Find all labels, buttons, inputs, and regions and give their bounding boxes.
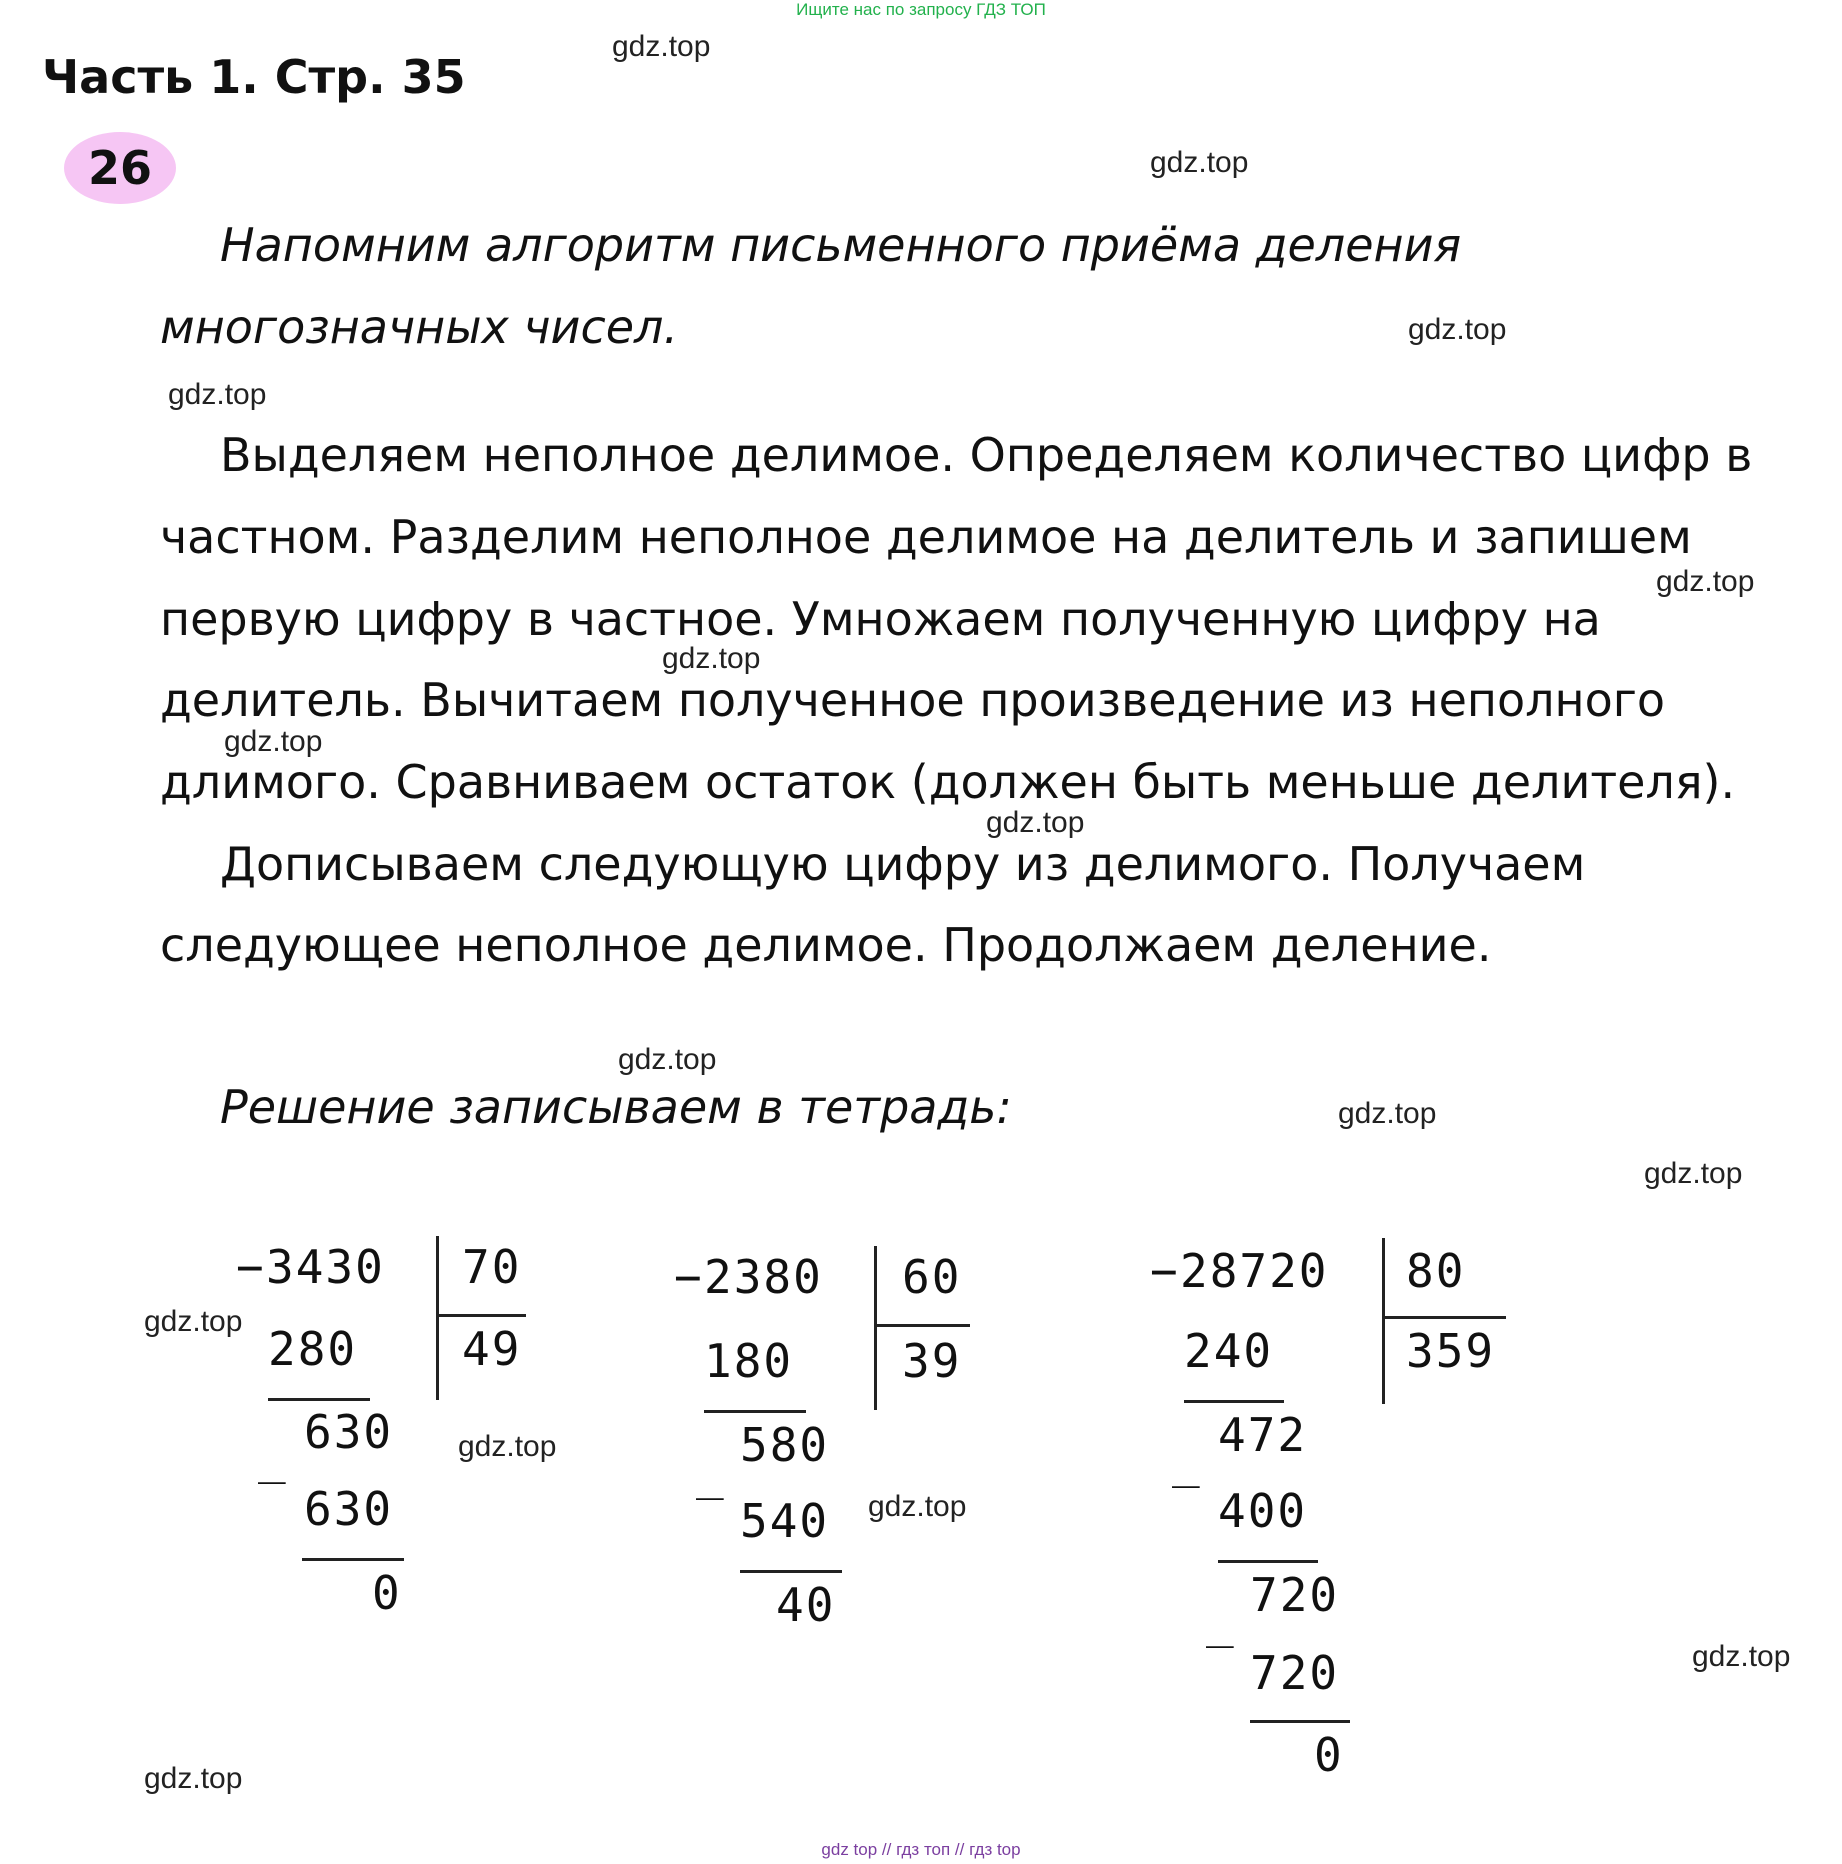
step-remainder: 630 (304, 1405, 394, 1459)
algorithm-line-1: Выделяем неполное делимое. Определяем количество цифр в (220, 428, 1753, 482)
algorithm-line-7: следующее неполное делимое. Продолжаем деление. (160, 918, 1492, 972)
intro-line-2: многозначных чисел. (160, 300, 679, 354)
step-product: 280 (268, 1322, 358, 1376)
page-heading: Часть 1. Стр. 35 (42, 50, 466, 104)
watermark: gdz.top (612, 30, 711, 63)
algorithm-line-5: длимого. Сравниваем остаток (должен быть меньше делителя). (160, 755, 1736, 809)
task-number-badge: 26 (64, 132, 176, 204)
minus-sign: − (674, 1250, 704, 1304)
watermark: gdz.top (458, 1430, 557, 1463)
minus-sign: _ (1172, 1434, 1202, 1488)
algorithm-line-3: первую цифру в частное. Умножаем полученную цифру на (160, 592, 1601, 646)
step-underline (1218, 1560, 1318, 1563)
division-bracket-vertical (1382, 1238, 1385, 1404)
step-remainder: 472 (1218, 1408, 1308, 1462)
step-underline (302, 1558, 404, 1561)
division-bracket-horizontal (436, 1314, 526, 1317)
step-underline (1250, 1720, 1350, 1723)
dividend: 2380 (704, 1250, 823, 1304)
watermark: gdz.top (144, 1762, 243, 1795)
minus-sign: _ (1206, 1594, 1236, 1648)
step-product: 180 (704, 1334, 794, 1388)
watermark: gdz.top (1692, 1640, 1791, 1673)
step-underline (740, 1570, 842, 1573)
division-bracket-vertical (436, 1236, 439, 1400)
algorithm-line-4: делитель. Вычитаем полученное произведение из неполного (160, 673, 1666, 727)
algorithm-line-2: частном. Разделим неполное делимое на делитель и запишем (160, 510, 1692, 564)
watermark: gdz.top (1656, 565, 1755, 598)
step-remainder: 720 (1250, 1568, 1340, 1622)
step-product: 720 (1250, 1646, 1340, 1700)
watermark: gdz.top (662, 642, 761, 675)
intro-line-1: Напомним алгоритм письменного приёма деления (220, 218, 1462, 272)
division-bracket-horizontal (1382, 1316, 1506, 1319)
final-remainder: 0 (372, 1566, 402, 1620)
watermark: gdz.top (1644, 1157, 1743, 1190)
quotient: 39 (902, 1334, 962, 1388)
algorithm-line-6: Дописываем следующую цифру из делимого. Получаем (220, 837, 1586, 891)
final-remainder: 0 (1314, 1728, 1344, 1782)
step-underline (1184, 1400, 1284, 1403)
quotient: 49 (462, 1322, 522, 1376)
step-product: 540 (740, 1494, 830, 1548)
watermark: gdz.top (144, 1305, 243, 1338)
minus-sign: _ (696, 1446, 726, 1500)
minus-sign: _ (258, 1430, 288, 1484)
quotient: 359 (1406, 1324, 1496, 1378)
step-product: 630 (304, 1482, 394, 1536)
watermark: gdz.top (1150, 146, 1249, 179)
watermark: gdz.top (618, 1043, 717, 1076)
division-bracket-vertical (874, 1246, 877, 1410)
solution-label: Решение записываем в тетрадь: (220, 1080, 1012, 1134)
watermark: gdz.top (1338, 1097, 1437, 1130)
footer-watermark: gdz top // гдз топ // гдз top (821, 1840, 1021, 1859)
dividend: 3430 (266, 1240, 385, 1294)
watermark: gdz.top (168, 378, 267, 411)
top-search-hint: Ищите нас по запросу ГДЗ ТОП (796, 0, 1046, 19)
minus-sign: − (1150, 1244, 1180, 1298)
dividend: 28720 (1180, 1244, 1329, 1298)
watermark: gdz.top (224, 725, 323, 758)
division-bracket-horizontal (874, 1324, 970, 1327)
final-remainder: 40 (776, 1578, 836, 1632)
divisor: 80 (1406, 1244, 1466, 1298)
watermark: gdz.top (986, 806, 1085, 839)
step-underline (268, 1398, 370, 1401)
step-product: 400 (1218, 1484, 1308, 1538)
minus-sign: − (236, 1240, 266, 1294)
step-remainder: 580 (740, 1418, 830, 1472)
watermark: gdz.top (868, 1490, 967, 1523)
step-product: 240 (1184, 1324, 1274, 1378)
divisor: 70 (462, 1240, 522, 1294)
step-underline (704, 1410, 806, 1413)
divisor: 60 (902, 1250, 962, 1304)
watermark: gdz.top (1408, 313, 1507, 346)
